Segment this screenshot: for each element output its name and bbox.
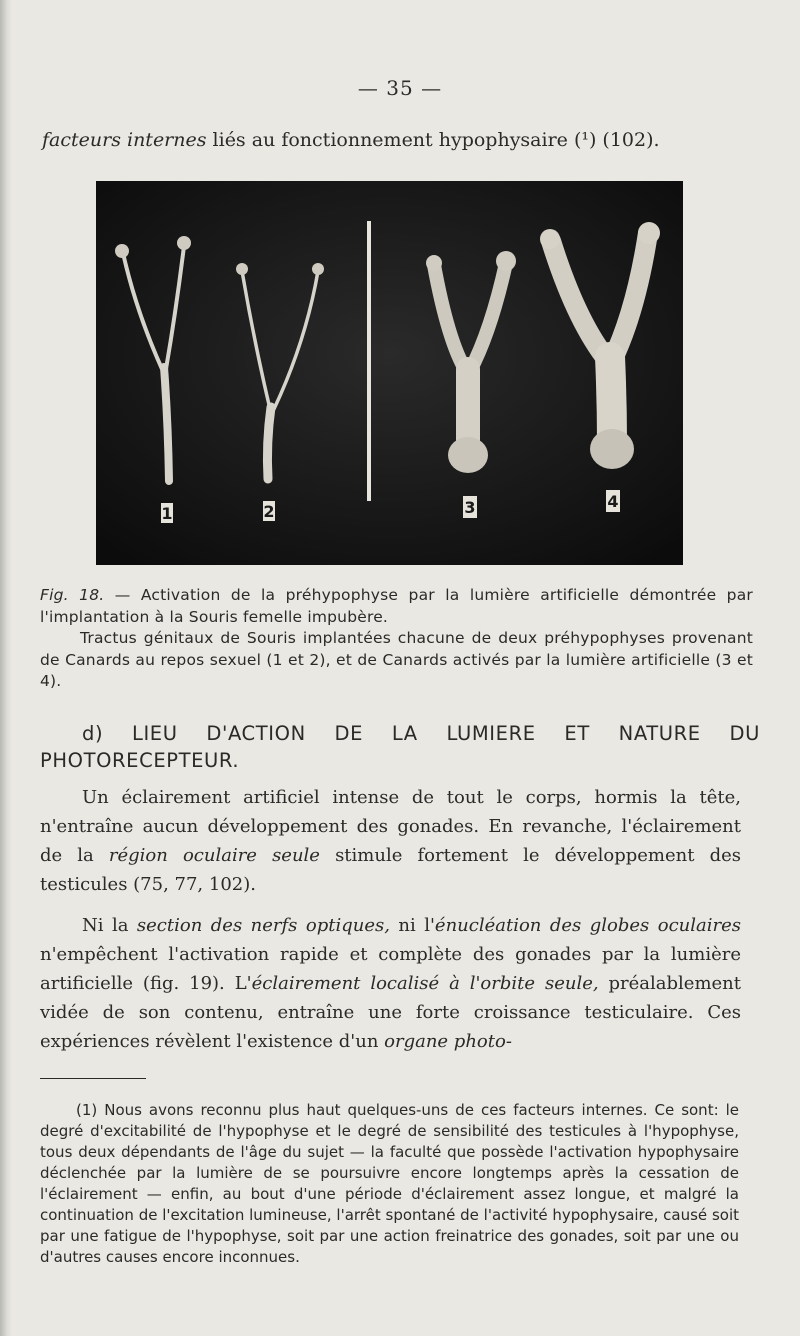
p2-text-c: n'empêchent l'activation rapide et complète des gonades par la lumière artificielle (fig. 19). L': [40, 944, 741, 994]
figure-caption: [40, 585, 753, 693]
p2-italic-4: organe photo-: [384, 1031, 512, 1052]
top-text-line: [42, 126, 762, 154]
paragraph-1: [40, 783, 741, 899]
label-3: 3: [464, 498, 476, 517]
label-2: 2: [263, 502, 275, 521]
p2-text-a: Ni la: [82, 915, 137, 936]
paragraph-2: [40, 911, 741, 1056]
page-edge-shadow: [0, 0, 12, 1336]
p2-italic-3: éclairement localisé à l'orbite seule,: [251, 973, 599, 994]
footnote: [40, 1100, 739, 1268]
heading-line-1: d) LIEU D'ACTION DE LA LUMIERE ET NATURE DU: [82, 722, 760, 745]
label-4: 4: [607, 492, 619, 511]
genital-tracts-photo: [96, 181, 683, 565]
top-line-text: liés au fonctionnement hypophysaire (¹) (102).: [206, 129, 660, 151]
caption-description: Tractus génitaux de Souris implantées chacune de deux préhypophyses provenant de Canards au repos sexuel (1 et 2), et de Canards activés par la lumière artificielle (3 et 4).: [40, 629, 753, 690]
scale-bar: [367, 221, 371, 501]
figure-photograph: [96, 181, 683, 565]
p2-italic-2: énucléation des globes oculaires: [434, 915, 741, 936]
p1-text-b: stimule fortement le développement des testicules (75, 77, 102).: [40, 845, 741, 895]
page-number: — 35 —: [357, 76, 443, 100]
caption-title: — Activation de la préhypophyse par la lumière artificielle démontrée par l'implantation à la Souris femelle impubère.: [40, 586, 753, 626]
footnote-text: (1) Nous avons reconnu plus haut quelques-uns de ces facteurs internes. Ce sont: le degré d'excitabilité de l'hypophyse et le degré de sensibilité des testicules à l'hypophyse, tous deux dépendants de l'âge du sujet — la faculté que possède l'activation hypophysaire déclenchée par la lumière de se poursuivre encore longtemps après la cessation de l'éclairement — enfin, au bout d'une période d'éclairement assez longue, et malgré la continuation de l'excitation lumineuse, l'arrêt spontané de l'activité hypophysaire, causé soit par une fatigue de l'hypophyse, soit par une action freinatrice des gonades, soit par une ou d'autres causes encore inconnues.: [40, 1101, 739, 1266]
p1-italic: région oculaire seule: [108, 845, 320, 866]
label-1: 1: [161, 504, 173, 523]
footnote-rule: [40, 1078, 146, 1079]
section-heading: [40, 720, 760, 774]
p2-text-d: préalablement vidée de son contenu, entraîne une forte croissance testiculaire. Ces expériences révèlent l'existence d'un: [40, 973, 742, 1052]
figure-label: Fig. 18.: [40, 586, 105, 604]
p1-text-a: Un éclairement artificiel intense de tout le corps, hormis la tête, n'entraîne aucun développement des gonades. En revanche, l'éclairement de la: [40, 787, 741, 866]
p2-italic-1: section des nerfs optiques,: [136, 915, 390, 936]
heading-line-2: PHOTORECEPTEUR.: [40, 749, 240, 772]
p2-text-b: ni l': [389, 915, 435, 936]
body-text: [40, 783, 741, 1056]
top-line-italic: facteurs internes: [42, 129, 207, 151]
